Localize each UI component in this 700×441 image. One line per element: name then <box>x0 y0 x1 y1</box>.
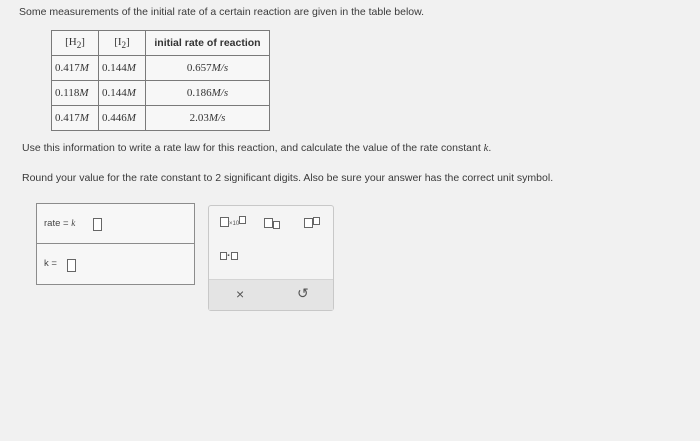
clear-button[interactable]: × <box>236 286 245 302</box>
cell-i2-value: 0.446 <box>102 112 127 124</box>
k-symbol: k <box>483 143 489 154</box>
unit: M <box>79 112 89 124</box>
scientific-notation-button[interactable] <box>220 216 246 228</box>
palette-actions <box>209 279 333 310</box>
cell-h2-value: 0.417 <box>55 62 80 74</box>
cell-h2 <box>52 81 99 106</box>
i2-symbol: I <box>117 35 122 48</box>
superscript-icon <box>313 217 320 225</box>
answer-box <box>36 203 195 285</box>
subscript-icon <box>273 221 280 229</box>
right-operand-icon <box>231 252 238 260</box>
header-h2-concentration: $[H_2]$ <box>52 31 99 56</box>
superscript-button[interactable] <box>304 217 320 229</box>
cell-rate-value: 0.657 <box>186 62 212 74</box>
rate-law-input[interactable] <box>93 218 102 231</box>
rate-data-table <box>51 30 270 131</box>
cell-rate <box>146 81 270 106</box>
unit: M <box>79 62 89 74</box>
cell-h2-value: 0.417 <box>55 112 80 124</box>
table-row <box>52 56 270 81</box>
subscript-button[interactable] <box>264 217 280 229</box>
k-value-input[interactable] <box>67 259 76 272</box>
cell-rate-value: 2.03 <box>189 112 209 124</box>
cell-rate <box>146 106 270 131</box>
instruction-line-1 <box>22 142 491 154</box>
left-operand-icon <box>220 252 227 260</box>
header-i2-concentration: $[I_2]$ <box>99 31 146 56</box>
table-row <box>52 81 270 106</box>
cell-h2-value: 0.118 <box>55 87 80 99</box>
cell-i2-value: 0.144 <box>102 62 127 74</box>
cell-i2-value: 0.144 <box>102 87 127 99</box>
unit: M/s <box>211 62 229 74</box>
instruction-text: Use this information to write a rate law for this reaction, and calculate the value of the rate constant <box>22 142 481 154</box>
unit: M <box>126 112 136 124</box>
h2-subscript: 2 <box>76 40 82 51</box>
dot-icon: · <box>227 250 231 262</box>
cell-rate <box>146 56 270 81</box>
instruction-period: . <box>488 142 492 154</box>
exponent-icon <box>239 216 246 224</box>
base-icon <box>304 218 313 228</box>
intro-text: Some measurements of the initial rate of a certain reaction are given in the table below. <box>19 6 425 18</box>
rate-label <box>44 218 75 229</box>
rate-k: k <box>71 218 76 228</box>
cell-rate-value: 0.186 <box>186 87 212 99</box>
unit: M/s <box>208 112 226 124</box>
palette-tools <box>209 206 333 281</box>
cell-h2 <box>52 56 99 81</box>
math-palette <box>208 205 334 311</box>
header-initial-rate: initial rate of reaction <box>146 31 270 56</box>
unit: M/s <box>211 87 229 99</box>
i2-subscript: 2 <box>121 40 127 51</box>
h2-symbol: H <box>68 35 77 48</box>
table-header-row <box>52 31 270 56</box>
unit: M <box>126 87 136 99</box>
cell-i2 <box>99 106 146 131</box>
cell-i2 <box>99 81 146 106</box>
k-row <box>37 244 194 283</box>
instruction-line-2: Round your value for the rate constant to 2 significant digits. Also be sure your answer has the correct unit symbol. <box>22 172 554 184</box>
cell-i2 <box>99 56 146 81</box>
unit: M <box>126 62 136 74</box>
table-row <box>52 106 270 131</box>
rate-law-row <box>37 204 194 244</box>
x10-label: ×10 <box>229 221 240 227</box>
mantissa-icon <box>220 217 229 227</box>
cell-h2 <box>52 106 99 131</box>
multiply-dot-button[interactable] <box>220 250 238 262</box>
k-label: k = <box>44 258 57 269</box>
base-icon <box>264 218 273 228</box>
undo-button[interactable]: ↺ <box>297 285 309 301</box>
rate-label-text: rate = <box>44 218 72 229</box>
unit: M <box>79 87 89 99</box>
